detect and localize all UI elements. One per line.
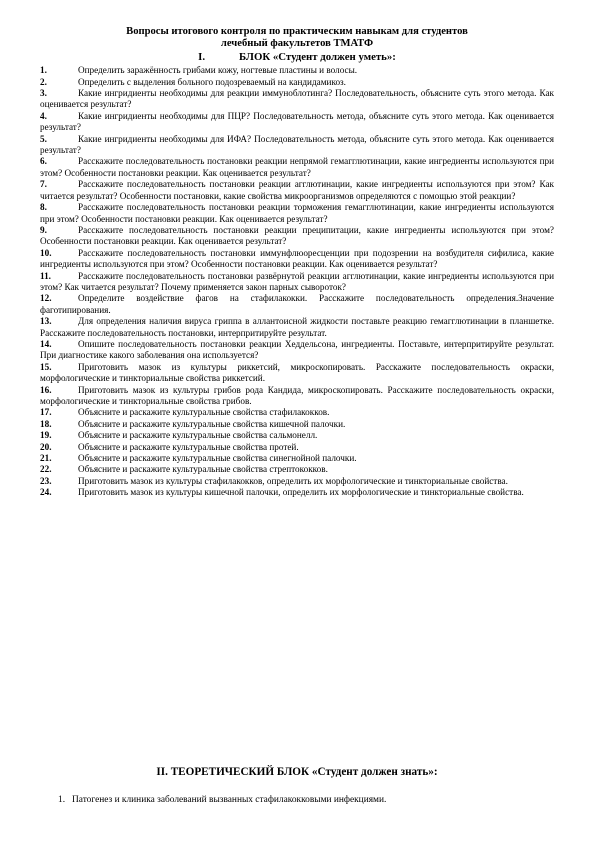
question-item [40,453,554,464]
theory-list-item [58,794,386,806]
question-item [40,430,554,441]
question-number: 17. [40,407,52,418]
question-number: 24. [40,487,52,498]
question-text: Расскажите последовательность постановки иммунфлюоресценции при подозрении на возбудителя сифилиса, какие ингредиенты используются при этом? Особенности постановки реакции. Как оценивается результат? [40,247,554,270]
question-number: 5. [40,133,47,144]
question-number: 12. [40,293,52,304]
question-number: 8. [40,202,47,213]
question-text: Объясните и раскажите культуральные свойства сальмонелл. [78,430,318,441]
question-item [40,442,554,453]
question-item [40,111,554,134]
question-item [40,476,554,487]
question-number: 23. [40,475,52,486]
theory-item-text: Патогенез и клиника заболеваний вызванных стафилакокковыми инфекциями. [72,795,387,805]
question-text: Какие ингридиенты необходимы для ПЦР? Последовательность метода, объясните суть этого метода. Как оценивается результат? [40,110,554,133]
theory-item-number: 1. [58,795,66,805]
question-text: Объясните и раскажите культуральные свойства синегнойной палочки. [78,453,357,464]
question-text: Расскажите последовательность постановки реакции непрямой гемагглютинации, какие ингредиенты используются при этом? Особенности постановки реакции. Как оценивается результат? [40,156,554,178]
question-item [40,88,554,111]
question-item [40,134,554,157]
question-text: Для определения наличия вируса гриппа в аллантоисной жидкости поставьте реакцию гемагглютинации в планшетке. Расскажите последовательность постановки, интерпритируйте результат. [40,316,554,338]
question-text: Какие ингридиенты необходимы для реакции иммуноблотинга? Последовательность, объясните суть этого метода. Как оценивается результат? [40,88,554,110]
question-item [40,464,554,475]
question-number: 3. [40,88,47,99]
question-text: Определите воздействие фагов на стафилакокки. Расскажите последовательность определения.Значение фаготипирования. [40,293,554,315]
question-number: 22. [40,464,52,475]
question-text: Объясните и раскажите культуральные свойства кишечной палочки. [78,418,346,429]
document-title-line-1: Вопросы итогового контроля по практическим навыкам для студентов [126,26,468,37]
question-item [40,271,554,294]
question-text: Объясните и раскажите культуральные свойства стафилакокков. [78,407,330,418]
question-number: 4. [40,110,47,121]
question-text: Расскажите последовательность постановки реакции агглютинации, какие ингредиенты используются при этом? Как читается результат? Особенности постановки, какие свойства микроорганизмов определяются с помощью этой реакции? [40,179,554,201]
block-1-heading [40,51,554,63]
question-text: Приготовить мазок из культуры стафилакокков, определить их морфологические и тинкториальные свойства. [78,475,508,486]
question-number: 11. [40,270,51,281]
question-text: Объясните и раскажите культуральные свойства протей. [78,441,299,452]
question-number: 15. [40,361,52,372]
block-2-heading: II. ТЕОРЕТИЧЕСКИЙ БЛОК «Студент должен знать»: [156,766,438,778]
question-item [40,419,554,430]
question-item [40,248,554,271]
question-item [40,156,554,179]
question-item [40,407,554,418]
question-number: 18. [40,418,52,429]
question-item [40,202,554,225]
question-number: 10. [40,247,52,258]
question-number: 21. [40,453,52,464]
question-item [40,179,554,202]
question-number: 13. [40,316,52,327]
question-text: Какие ингридиенты необходимы для ИФА? Последовательность метода, объясните суть этого метода. Как оценивается результат? [40,133,554,156]
question-text: Определить с выделения больного подозреваемый на кандидамикоз. [78,76,346,87]
question-number: 19. [40,430,52,441]
practical-questions-list [40,65,554,498]
question-number: 7. [40,179,47,190]
question-number: 16. [40,384,52,395]
question-item [40,339,554,362]
question-text: Приготовить мазок из культуры риккетсий, микроскопировать. Расскажите последовательность окраски, морфологические и тинкториальные свойства риккетсий. [40,361,554,384]
question-text: Расскажите последовательность постановки развёрнутой реакции агглютинации, какие ингредиенты используются при этом? Как читается результат? Почему применяется закон парных сывороток? [40,270,554,292]
question-number: 1. [40,65,47,76]
question-number: 9. [40,224,47,235]
question-number: 20. [40,441,52,452]
question-number: 2. [40,76,47,87]
question-text: Объясните и раскажите культуральные свойства стрептококков. [78,464,328,475]
question-number: 6. [40,156,47,167]
block-1-number: I. [198,50,206,63]
question-text: Расскажите последовательность постановки реакции торможения гемагглютинации, какие ингредиенты используются при этом? Особенности постановки реакции. Как оценивается результат? [40,202,554,224]
question-text: Приготовить мазок из культуры грибов рода Кандида, микроскопировать. Расскажите последовательность окраски, морфологические и тинкториальные свойства грибов. [40,384,554,406]
question-item [40,293,554,316]
question-number: 14. [40,338,52,349]
document-page [40,26,554,805]
question-text: Опишите последовательность постановки реакции Хеддельсона, ингредиенты. Поставьте, интерпритируйте результат. При диагностике какого заболевания она используется? [40,338,554,361]
question-item [40,225,554,248]
question-item [40,65,554,76]
question-item [40,362,554,385]
question-text: Расскажите последовательность постановки реакции преципитации, какие ингредиенты используются при этом? Особенности постановки реакции. Как оценивается результат? [40,224,554,247]
question-item [40,316,554,339]
question-text: Приготовить мазок из культуры кишечной палочки, определить их морфологические и тинкториальные свойства. [78,487,524,498]
question-item [40,77,554,88]
question-item [40,385,554,408]
question-text: Определить заражённость грибами кожу, ногтевые пластины и волосы. [78,65,358,76]
document-title-line-2: лечебный факультетов ТМАТФ [220,38,374,50]
block-1-title: БЛОК «Студент должен уметь»: [239,50,396,63]
question-item [40,487,554,498]
